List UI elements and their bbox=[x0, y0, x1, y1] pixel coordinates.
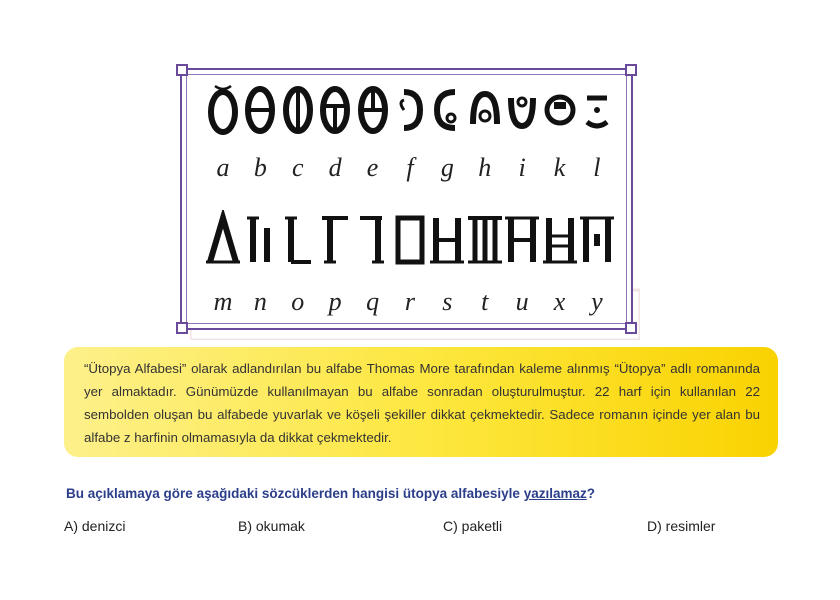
question-text bbox=[66, 486, 595, 501]
question-stem: Bu açıklamaya göre aşağıdaki sözcüklerden hangisi ütopya alfabesiyle bbox=[66, 486, 524, 501]
latin-letter: q bbox=[366, 287, 380, 316]
utopia-symbols-row-1 bbox=[205, 80, 615, 136]
latin-letter: r bbox=[404, 287, 416, 316]
utopia-symbol-a-icon bbox=[205, 80, 241, 136]
utopia-symbol-s-icon bbox=[429, 210, 465, 270]
latin-letter: n bbox=[253, 287, 267, 316]
utopia-symbol-f-icon bbox=[392, 80, 428, 136]
utopia-symbol-d-icon bbox=[317, 80, 353, 136]
latin-letter: t bbox=[481, 287, 489, 316]
latin-letter: g bbox=[440, 153, 454, 182]
frame-corner-ornament bbox=[176, 322, 188, 334]
utopia-symbol-q-icon bbox=[355, 210, 391, 270]
answer-option-d[interactable]: D) resimler bbox=[647, 518, 716, 534]
frame-corner-ornament bbox=[625, 64, 637, 76]
latin-letter: m bbox=[213, 287, 233, 316]
utopia-symbol-p-icon bbox=[317, 210, 353, 270]
utopia-symbol-k-icon bbox=[542, 80, 578, 136]
latin-letter: e bbox=[366, 153, 379, 182]
utopia-symbol-m-icon bbox=[205, 210, 241, 270]
latin-letters-row-2 bbox=[205, 282, 615, 322]
utopia-symbol-o-icon bbox=[280, 210, 316, 270]
utopia-symbol-g-icon bbox=[429, 80, 465, 136]
utopia-symbol-l-icon bbox=[579, 80, 615, 136]
utopia-symbol-i-icon bbox=[504, 80, 540, 136]
latin-letter: l bbox=[593, 153, 601, 182]
frame-corner-ornament bbox=[625, 322, 637, 334]
utopia-symbol-x-icon bbox=[542, 210, 578, 270]
utopia-symbol-r-icon bbox=[392, 210, 428, 270]
latin-letters-row-1 bbox=[205, 148, 615, 188]
answer-option-b[interactable]: B) okumak bbox=[238, 518, 305, 534]
question-emphasis: yazılamaz bbox=[523, 486, 587, 501]
latin-letter: p bbox=[328, 287, 342, 316]
latin-letter: k bbox=[553, 153, 566, 182]
latin-letter: x bbox=[553, 287, 566, 316]
latin-letter: f bbox=[406, 153, 414, 182]
utopia-symbol-b-icon bbox=[242, 80, 278, 136]
latin-letter: s bbox=[442, 287, 453, 316]
info-box bbox=[64, 347, 778, 457]
info-paragraph: “Ütopya Alfabesi” olarak adlandırılan bu alfabe Thomas More tarafından kaleme alınmış “Ütopya” adlı romanında yer almaktadır. Günümüzde kullanılmayan bu alfabe sonradan oluşturulmuştur. 22 harf için kullanılan 22 sembolden oluşan bu alfabede yuvarlak ve köşeli şekiller dikkat çekmektedir. Sadece romanın içinde yer alan bu alfabe z harfinin olmamasıyla da dikkat çekmektedir. bbox=[84, 361, 760, 445]
utopia-symbol-c-icon bbox=[280, 80, 316, 136]
question-mark: ? bbox=[586, 486, 595, 501]
utopia-symbol-h-icon bbox=[467, 80, 503, 136]
answer-option-c[interactable]: C) paketli bbox=[443, 518, 503, 534]
utopia-symbols-row-2 bbox=[205, 210, 615, 270]
latin-letter: h bbox=[478, 153, 492, 182]
utopia-symbol-n-icon bbox=[242, 210, 278, 270]
latin-letter: c bbox=[292, 153, 304, 182]
latin-letter: b bbox=[253, 153, 267, 182]
latin-letter: d bbox=[328, 153, 342, 182]
latin-letter: y bbox=[591, 287, 603, 316]
utopia-symbol-e-icon bbox=[355, 80, 391, 136]
frame-corner-ornament bbox=[176, 64, 188, 76]
latin-letter: u bbox=[515, 287, 529, 316]
latin-letter: i bbox=[518, 153, 526, 182]
utopia-symbol-y-icon bbox=[579, 210, 615, 270]
utopia-symbol-u-icon bbox=[504, 210, 540, 270]
answer-option-a[interactable]: A) denizci bbox=[64, 518, 126, 534]
latin-letter: o bbox=[291, 287, 305, 316]
latin-letter: a bbox=[216, 153, 230, 182]
utopia-symbol-t-icon bbox=[467, 210, 503, 270]
